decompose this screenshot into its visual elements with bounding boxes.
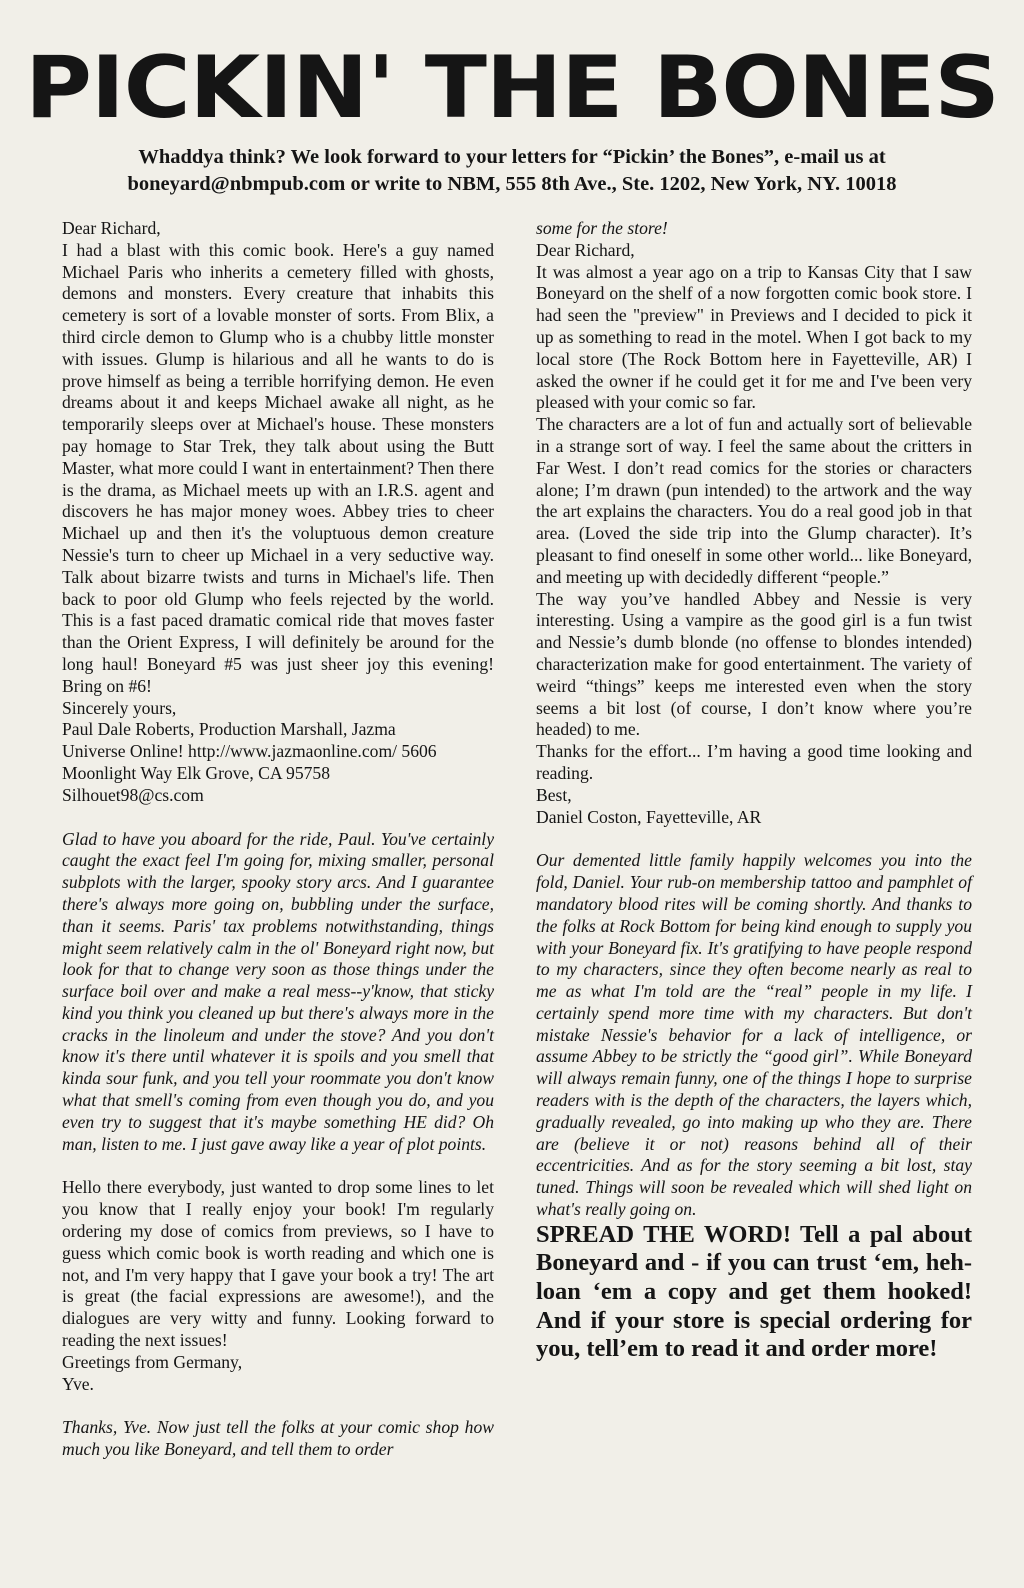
letter2-body: Hello there everybody, just wanted to drop some lines to let you know that I really enjoy your book! I'm regularly ordering my dose of comics from previews, so I have to guess which comic book is worth reading and which one is not, and I'm very happy that I gave your book a try! The art is great (the facial expressions are awesome!), and the dialogues are very witty and funny. Looking forward to reading the next issues! xyxy=(62,1177,494,1351)
letter1-signature-3: Moonlight Way Elk Grove, CA 95758 xyxy=(62,762,331,783)
letter1-greeting: Dear Richard, xyxy=(62,218,161,238)
page-title: PICKIN' THE BONES xyxy=(25,38,999,138)
letter1-closing: Sincerely yours, xyxy=(62,697,177,718)
letter1-signature-4: Silhouet98@cs.com xyxy=(62,784,204,805)
reply1: Glad to have you aboard for the ride, Paul. You've certainly caught the exact feel I'm going for, mixing smaller, personal subplots with the larger, spooky story arcs. And I guarantee there's always more going on, bubbling under the surface, than it seems. Paris' tax problems notwithstanding, things might seem relatively calm in the ol' Boneyard right now, but look for that to change very soon as those things under the surface boil over and make a real mess--y'know, that sticky kind you think you cleaned up but there's always more in the cracks in the linoleum and under the stove? And you don't know it's there until whatever it is spoils and you smell that kinda sour funk, and you tell your roommate you don't know what that smell's coming from even though you do, and you even try to suggest that it's maybe something HE did? Oh man, listen to me. I just gave away like a year of plot points. xyxy=(62,828,494,1154)
instructions-line-2: boneyard@nbmpub.com or write to NBM, 555 8th Ave., Ste. 1202, New York, NY. 10018 xyxy=(127,173,897,195)
letter2-signature: Yve. xyxy=(62,1373,94,1394)
letter3-closing: Best, xyxy=(536,784,572,805)
letter1-signature-2: Universe Online! http://www.jazmaonline.com/ 5606 xyxy=(62,741,437,762)
reply3: Our demented little family happily welcomes you into the fold, Daniel. Your rub-on membership tattoo and pamphlet of mandatory blood rites will be coming shortly. And thanks to the folks at Rock Bottom for being kind enough to supply you with your Boneyard fix. It's gratifying to have people respond to my characters, since they often become nearly as real to me as what I'm told are the “real” people in my life. I certainly spend more time with my characters. But don't mistake Nessie's behavior for a lack of intelligence, or assume Abbey to be strictly the “good girl”. While Boneyard will always remain funny, one of the things I hope to surprise readers with is the depth of the characters, the layers which, gradually revealed, go into making up who they are. There are (believe it or not) reasons behind all of their eccentricities. And as for the story seeming a bit lost, stay tuned. Things will soon be revealed which will shed light on what's really going on. xyxy=(536,850,972,1220)
submission-instructions xyxy=(60,144,964,198)
letter1-body: I had a blast with this comic book. Here's a guy named Michael Paris who inherits a cemetery filled with ghosts, demons and monsters. Every creature that inhabits this cemetery is sort of a lovable monster of sorts. From Blix, a third circle demon to Glump who is a chubby little monster with issues. Glump is hilarious and all he wants to do is prove himself as being a terrible horrifying demon. He even dreams about it and keeps Michael awake all night, as he temporarily sleeps over at Michael's house. These monsters pay homage to Star Trek, they talk about using the Butt Master, what more could I want in entertainment? Then there is the drama, as Michael meets up with an I.R.S. agent and discovers he has major money woes. Abbey tries to cheer Michael up and then it's the voluptuous demon creature Nessie's turn to cheer up Michael in a very seductive way. Talk about bizarre twists and turns in Michael's life. Then back to poor old Glump who feels rejected by the world. This is a fast paced dramatic comical ride that moves faster than the Orient Express, I will definitely be around for the long haul! Boneyard #5 was just sheer joy this evening! Bring on #6! xyxy=(62,239,494,696)
spread-the-word: SPREAD THE WORD! Tell a pal about Boneyard and - if you can trust ‘em, heh- loan ‘em a copy and get them hooked! And if your store is special ordering for you, tell’em to read it and order more! xyxy=(536,1220,972,1363)
letter3-para4: Thanks for the effort... I’m having a good time looking and reading. xyxy=(536,741,972,783)
letter1-signature-1: Paul Dale Roberts, Production Marshall, Jazma xyxy=(62,719,396,740)
letter3-para3: The way you’ve handled Abbey and Nessie is very interesting. Using a vampire as the good girl is a fun twist and Nessie’s dumb blonde (no offense to blondes intended) characterization make for good entertainment. The variety of weird “things” keeps me interested even when the story seems a bit lost (of course, I don’t know where you’re headed) to me. xyxy=(536,588,972,740)
letter3-signature: Daniel Coston, Fayetteville, AR xyxy=(536,806,762,827)
instructions-line-1: Whaddya think? We look forward to your letters for “Pickin’ the Bones”, e-mail us at xyxy=(138,146,886,168)
letter3-para1: It was almost a year ago on a trip to Kansas City that I saw Boneyard on the shelf of a now forgotten comic book store. I had seen the "preview" in Previews and I decided to pick it up as something to read in the motel. When I got back to my local store (The Rock Bottom here in Fayetteville, AR) I asked the owner if he could get it for me and I've been very pleased with your comic so far. xyxy=(536,261,972,413)
letter3-greeting: Dear Richard, xyxy=(536,239,635,260)
left-column xyxy=(62,218,494,1461)
reply2-part2: some for the store! xyxy=(536,218,668,238)
reply2-part1: Thanks, Yve. Now just tell the folks at your comic shop how much you like Boneyard, and tell them to order xyxy=(62,1417,494,1460)
right-column xyxy=(536,218,972,1364)
letter3-para2: The characters are a lot of fun and actually sort of believable in a strange sort of way. I feel the same about the critters in Far West. I don’t read comics for the stories or characters alone; I’m drawn (pun intended) to the artwork and the way the art explains the characters. You do a real good job in that area. (Loved the side trip into the Glump character). It’s pleasant to find oneself in some other world... like Boneyard, and meeting up with decidedly different “people.” xyxy=(536,414,972,587)
letter2-closing: Greetings from Germany, xyxy=(62,1351,243,1372)
